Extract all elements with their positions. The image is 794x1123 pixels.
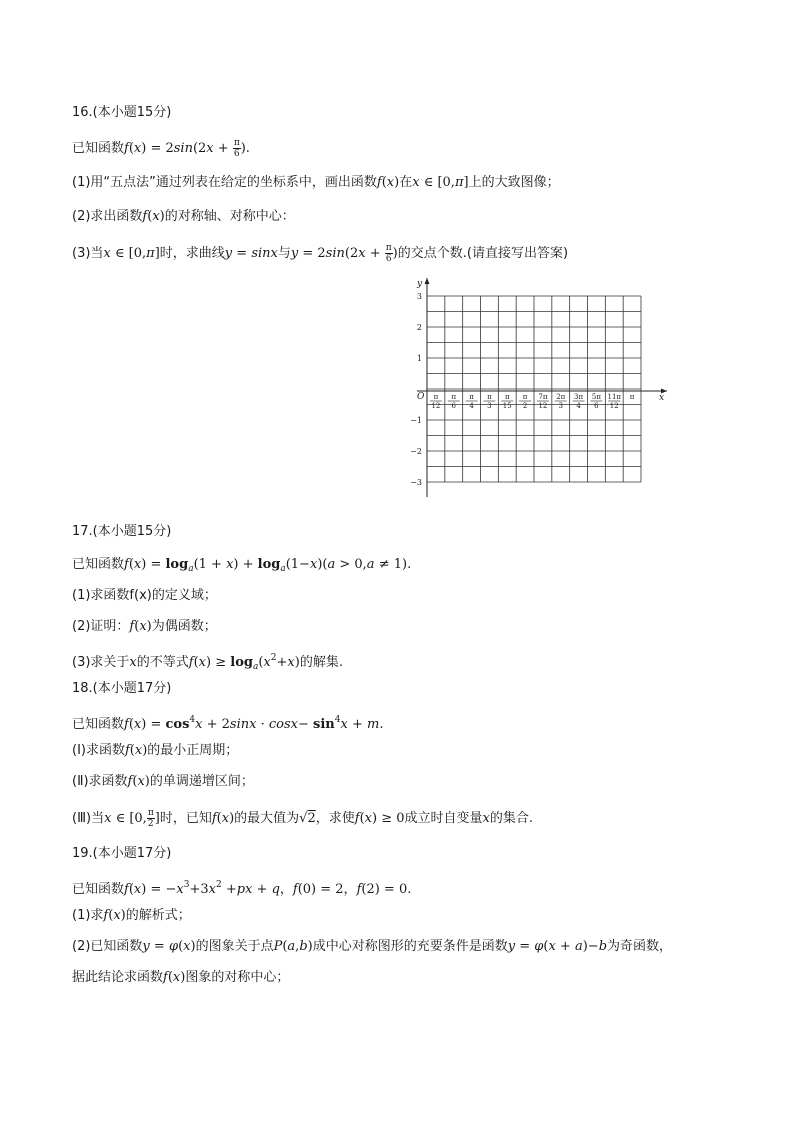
q17-header: 17.(本小题15分) bbox=[72, 524, 172, 539]
x-tick-numerator: 2π bbox=[556, 393, 566, 401]
q16-part2-text-b: 的对称轴、对称中心： bbox=[164, 209, 295, 224]
x-tick-denominator: 3 bbox=[558, 402, 563, 410]
q17-prefix: 已知函数 bbox=[72, 557, 125, 572]
q18-part2-text-a: (Ⅱ)求函数 bbox=[72, 774, 128, 789]
q18-part3-text-d: ，求使 bbox=[315, 811, 355, 826]
q16-part1: (1)用“五点法”通过列表在给定的坐标系中，画出函数f(x)在x ∈ [0,π]上的大致图像； bbox=[72, 175, 560, 190]
x-tick-label: π bbox=[629, 393, 635, 401]
q16-part3-text-a: (3)当 bbox=[72, 246, 104, 261]
q19-part2-text-a: (2)已知函数 bbox=[72, 939, 143, 954]
q19-part2-text-e: 据此结论求函数 bbox=[72, 970, 164, 985]
q16-part1-text-a: (1)用“五点法”通过列表在给定的坐标系中，画出函数 bbox=[72, 175, 377, 190]
q18-statement: 已知函数$f(x) = \cos^4x + 2\sin x \cdot \cos x- \sin^4x + m$. bbox=[72, 715, 384, 732]
coordinate-grid bbox=[400, 272, 672, 502]
q16-statement: 已知函数f(x) = 2sin(2x + $\frac{\pi}{6}$ ). bbox=[72, 138, 250, 159]
origin-label: O bbox=[417, 392, 425, 402]
q19-part1-text-b: 的解析式； bbox=[125, 908, 191, 923]
q16-part3-text-b: 时，求曲线 bbox=[159, 246, 225, 261]
x-tick-numerator: π bbox=[504, 393, 510, 401]
y-tick-label: −1 bbox=[410, 416, 422, 425]
q19-part1: (1)求f(x)的解析式； bbox=[72, 908, 191, 923]
q18-prefix: 已知函数 bbox=[72, 717, 125, 732]
q16-part3-text-d: 的交点个数.(请直接写出答案) bbox=[397, 246, 569, 261]
q16-part2-text-a: (2)求出函数 bbox=[72, 209, 143, 224]
q18-header: 18.(本小题17分) bbox=[72, 681, 172, 696]
x-tick-denominator: 6 bbox=[451, 402, 456, 410]
axes bbox=[417, 278, 667, 497]
x-tick-denominator: 3 bbox=[487, 402, 492, 410]
q17-part3: (3)求关于x的不等式$f(x) \ge \log_a(x^2+x)$的解集. bbox=[72, 653, 343, 672]
q17-statement: 已知函数$f(x) = \log_a(1 + x) + \log_a(1-x)(a > 0,a \ne 1)$. bbox=[72, 557, 412, 574]
x-tick-denominator: 12 bbox=[431, 402, 441, 410]
grid-labels bbox=[410, 279, 664, 487]
x-axis-label: x bbox=[659, 393, 665, 403]
q17-part2-text-b: 为偶函数； bbox=[151, 619, 217, 634]
q16-prefix: 已知函数 bbox=[72, 141, 125, 156]
q18-part3-text-e: 成立时自变量 bbox=[404, 811, 483, 826]
x-tick-denominator: 6 bbox=[594, 402, 599, 410]
y-axis-label: y bbox=[417, 279, 423, 289]
y-tick-label: 2 bbox=[416, 323, 422, 332]
q18-part2: (Ⅱ)求函数f(x)的单调递增区间； bbox=[72, 774, 254, 789]
q19-part2-text-f: 图象的对称中心； bbox=[185, 970, 290, 985]
y-tick-label: −3 bbox=[410, 478, 422, 487]
q16-part1-text-b: 在 bbox=[399, 175, 413, 190]
q18-part3-text-f: 的集合. bbox=[489, 811, 533, 826]
y-axis-arrow bbox=[425, 278, 430, 284]
y-tick-label: 3 bbox=[416, 292, 422, 301]
q18-part1-text-b: 的最小正周期； bbox=[147, 743, 239, 758]
x-tick-denominator: 2 bbox=[522, 402, 528, 410]
q19-part1-text-a: (1)求 bbox=[72, 908, 104, 923]
q16-part3: (3)当x ∈ [0,π]时，求曲线y = sinx与y = 2sin(2x + $\frac{\pi}{6}$ )的交点个数.(请直接写出答案) bbox=[72, 243, 569, 264]
q19-part2-text-c: 成中心对称图形的充要条件是函数 bbox=[312, 939, 508, 954]
q18-part2-text-b: 的单调递增区间； bbox=[149, 774, 254, 789]
q16-part2: (2)求出函数f(x)的对称轴、对称中心： bbox=[72, 209, 295, 224]
q18-part3-text-a: (Ⅲ)当 bbox=[72, 811, 105, 826]
grid-lines bbox=[427, 296, 641, 482]
q18-part3: (Ⅲ)当x ∈ [0, $\frac{\pi}{2}$ ]时，已知f(x)的最大值为√2，求使f(x) ≥ 0成立时自变量x的集合. bbox=[72, 808, 533, 829]
q17-part2: (2)证明：f(x)为偶函数； bbox=[72, 619, 217, 634]
q16-header: 16.(本小题15分) bbox=[72, 105, 172, 120]
x-tick-denominator: 4 bbox=[576, 402, 581, 410]
q17-part2-text-a: (2)证明： bbox=[72, 619, 130, 634]
q16-part1-text-c: 上的大致图像； bbox=[468, 175, 560, 190]
x-tick-numerator: 5π bbox=[591, 393, 601, 401]
q19-part2-text-d: 为奇函数， bbox=[607, 939, 673, 954]
x-tick-denominator: 15 bbox=[502, 402, 512, 410]
q19-part2-cont: 据此结论求函数f(x)图象的对称中心； bbox=[72, 970, 290, 985]
q19-prefix: 已知函数 bbox=[72, 882, 125, 897]
x-tick-numerator: 3π bbox=[574, 393, 584, 401]
x-tick-numerator: π bbox=[433, 393, 439, 401]
y-tick-label: −2 bbox=[410, 447, 422, 456]
q17-part1 bbox=[72, 587, 217, 605]
q17-part3-text-b: 的不等式 bbox=[136, 655, 189, 670]
x-tick-denominator: 4 bbox=[469, 402, 474, 410]
q18-part3-text-b: 时，已知 bbox=[159, 811, 212, 826]
x-tick-numerator: π bbox=[487, 393, 492, 401]
x-tick-numerator: π bbox=[451, 393, 457, 401]
q17-part1-text: (1)求函数f(x)的定义域； bbox=[72, 588, 217, 603]
x-tick-numerator: 7π bbox=[538, 393, 548, 401]
q16-part3-text-c: 与 bbox=[277, 246, 291, 261]
q18-part1-text-a: (Ⅰ)求函数 bbox=[72, 743, 125, 758]
y-tick-label: 1 bbox=[416, 354, 422, 363]
q18-part1: (Ⅰ)求函数f(x)的最小正周期； bbox=[72, 743, 239, 758]
x-tick-numerator: π bbox=[522, 393, 528, 401]
x-tick-numerator: π bbox=[469, 393, 474, 401]
q19-part2: (2)已知函数y = φ(x)的图象关于点P(a,b)成中心对称图形的充要条件是函数y = φ(x + a)−b为奇函数， bbox=[72, 939, 673, 954]
x-tick-denominator: 12 bbox=[609, 402, 619, 410]
q19-part2-text-b: 的图象关于点 bbox=[195, 939, 274, 954]
q19-statement: 已知函数$f(x) = -x^3+3x^2 +px + q$，f(0) = 2，f(2) = 0. bbox=[72, 880, 412, 897]
x-tick-numerator: 11π bbox=[607, 393, 622, 401]
q19-header: 19.(本小题17分) bbox=[72, 846, 172, 861]
x-tick-denominator: 12 bbox=[538, 402, 548, 410]
q17-part3-text-c: 的解集. bbox=[299, 655, 343, 670]
q18-part3-text-c: 的最大值为 bbox=[234, 811, 300, 826]
q17-part3-text-a: (3)求关于 bbox=[72, 655, 130, 670]
